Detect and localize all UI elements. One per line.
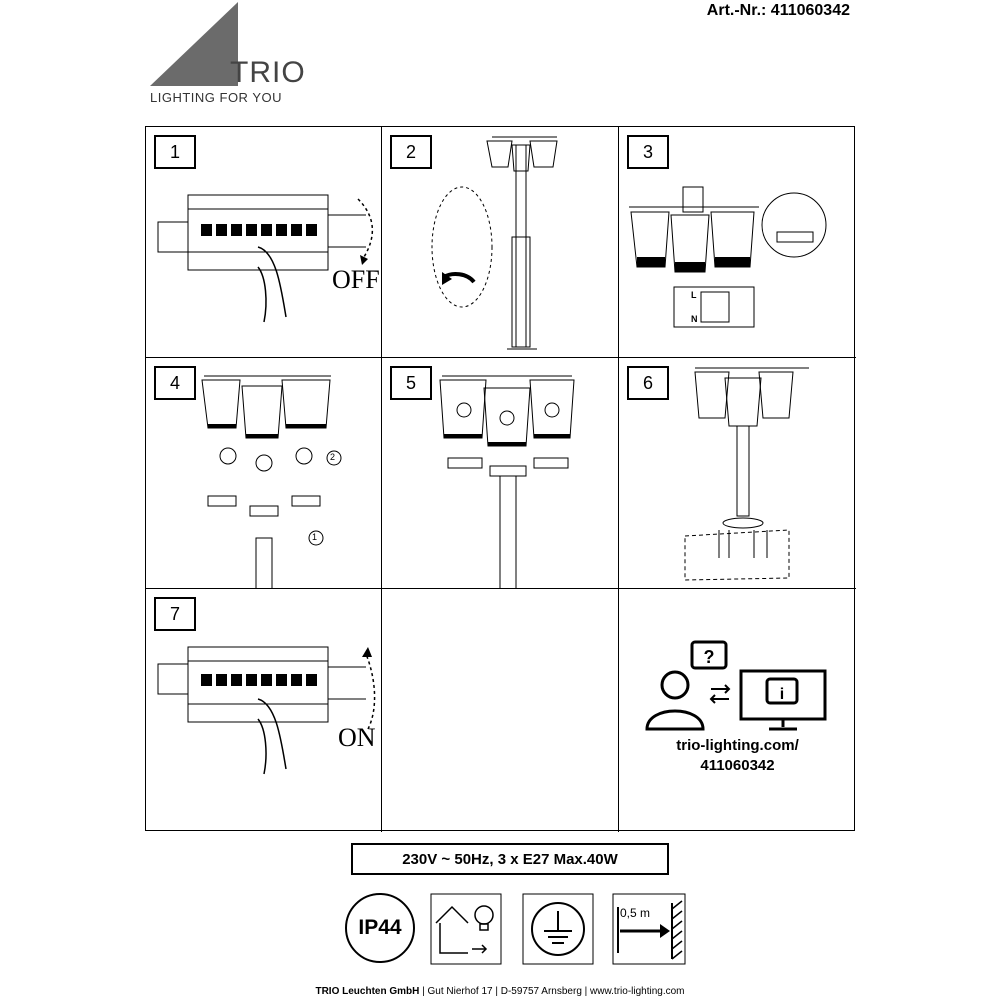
electrical-spec: 230V ~ 50Hz, 3 x E27 Max.40W bbox=[351, 843, 669, 875]
svg-text:?: ? bbox=[703, 647, 715, 667]
step-number: 1 bbox=[154, 135, 196, 169]
step-number: 7 bbox=[154, 597, 196, 631]
callout-2: 2 bbox=[330, 452, 336, 462]
step-number: 3 bbox=[627, 135, 669, 169]
footer-company: TRIO Leuchten GmbH bbox=[315, 986, 420, 997]
callout-1: 1 bbox=[312, 532, 318, 542]
circuit-breaker-off-illustration bbox=[146, 127, 382, 358]
instruction-grid bbox=[145, 126, 855, 831]
empty-panel bbox=[382, 589, 619, 832]
min-distance-icon bbox=[612, 893, 684, 965]
protective-earth-icon bbox=[522, 893, 594, 965]
step-number: 4 bbox=[154, 366, 196, 400]
step-5-panel bbox=[382, 358, 619, 589]
wiring-illustration bbox=[619, 127, 856, 358]
step-4-panel bbox=[146, 358, 382, 589]
footer bbox=[0, 986, 1000, 997]
step-7-panel bbox=[146, 589, 382, 832]
step-6-panel bbox=[619, 358, 856, 589]
svg-text:i: i bbox=[779, 686, 785, 703]
bulb-insertion-illustration bbox=[146, 358, 382, 589]
step-2-panel bbox=[382, 127, 619, 358]
shade-fitting-illustration bbox=[382, 358, 619, 589]
support-info-icon bbox=[619, 589, 856, 832]
terminal-l-label: L bbox=[691, 290, 697, 300]
ip-rating: IP44 bbox=[345, 893, 415, 963]
support-url-line2: 411060342 bbox=[700, 757, 775, 774]
footer-address: | Gut Nierhof 17 | D-59757 Arnsberg | www.trio-lighting.com bbox=[422, 986, 685, 997]
ground-anchor-illustration bbox=[619, 358, 856, 589]
trio-logo bbox=[148, 0, 308, 110]
step-number: 6 bbox=[627, 366, 669, 400]
distance-label: 0,5 m bbox=[620, 906, 651, 920]
on-label: ON bbox=[338, 723, 376, 752]
step-1-panel bbox=[146, 127, 382, 358]
pole-assembly-illustration bbox=[382, 127, 619, 358]
off-label: OFF bbox=[332, 265, 380, 294]
ip44-icon bbox=[345, 893, 417, 965]
terminal-n-label: N bbox=[691, 314, 698, 324]
logo-brand: TRIO bbox=[230, 56, 306, 89]
logo-tagline: LIGHTING FOR YOU bbox=[150, 90, 282, 105]
article-number: Art.-Nr.: 411060342 bbox=[706, 2, 850, 19]
step-number: 2 bbox=[390, 135, 432, 169]
outdoor-lamp-icon bbox=[430, 893, 502, 965]
step-number: 5 bbox=[390, 366, 432, 400]
support-url-line1[interactable]: trio-lighting.com/ bbox=[676, 737, 799, 754]
circuit-breaker-on-illustration bbox=[146, 589, 382, 832]
support-panel bbox=[619, 589, 856, 832]
step-3-panel bbox=[619, 127, 856, 358]
